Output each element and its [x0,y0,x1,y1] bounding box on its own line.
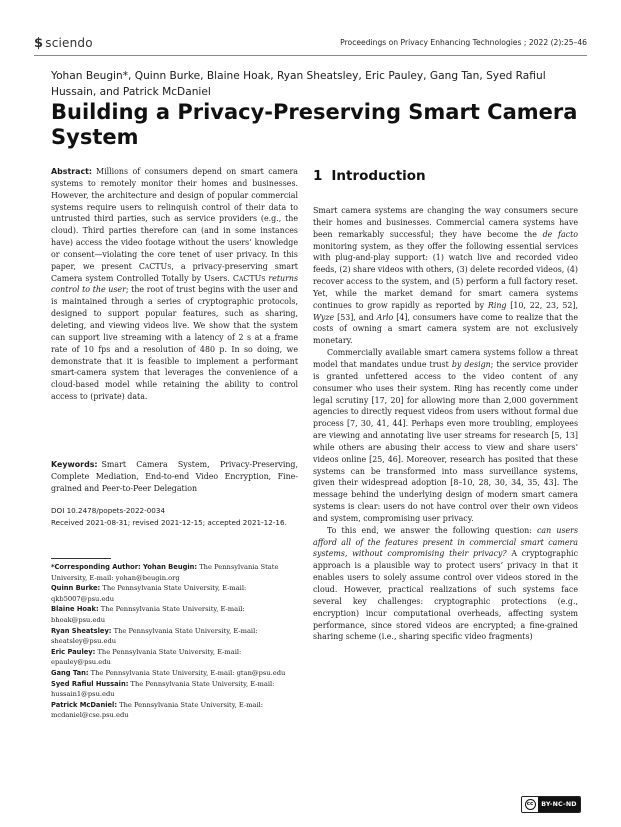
footnote-divider [51,558,111,559]
intro-paragraph-3 [313,525,578,643]
intro-paragraph-1 [313,205,578,347]
keywords [51,459,298,495]
abstract-text-1: Millions of consumers depend on smart camera systems to remotely monitor their homes and businesses. However, the architecture and design of popular commercial systems require users to relinquish control of their data to untrusted third parties, such as service providers (e.g., the cloud). Third parties therefore can (and in some instances have) access the video footage without the users’ knowledge or consent—violating the core tenet of user privacy. In this paper, we present [51,167,298,271]
abstract [51,166,298,403]
section-heading-introduction [313,168,426,184]
body-text: A cryptographic approach is a plausible way to protect users’ privacy in that it enables users to solely assume control over videos stored in the cloud. However, practical realizations of such systems face several key challenges: cryptographic protections (e.g., encryption) incur computational overheads, affecting system performance, since stored videos are encrypted; a fine-grained sharing scheme (i.e., sharing specific video fragments) [313,549,578,642]
research-question: can users afford all of the features present in commercial smart camera systems, without compromising their privacy? [313,525,578,559]
footnote-affiliation: The Pennsylvania State University, E-mail: yohan@beugin.org [51,563,279,582]
page-header [34,36,587,52]
body-text: [4], consumers have come to realize that the costs of owning a smart camera system are not exclusively monetary. [313,312,578,346]
journal-citation: Proceedings on Privacy Enhancing Technologies ; 2022 (2):25–46 [340,38,587,47]
doi-block [51,505,298,528]
body-text: monitoring system, as they offer the following essential services with plug-and-play support: (1) watch live and recorded video feeds, (2) share videos with others, (3) delete recorded videos, (4) recover access to the system, and (5) perform a full factory reset. Yet, while the market demand for smart camera systems continues to grow rapidly as reported by [313,241,578,310]
footnote-item [51,583,298,604]
citation: [53], and [334,312,377,322]
abstract-text-3: ; the root of trust begins with the user and is maintained through a series of cryptographic protocols, designed to support popular features, such as sharing, deleting, and viewing videos live. We show that the system can support live streaming with a latency of 2 s at a frame rate of 10 fps and a resolution of 480 p. In so doing, we demonstrate that it is feasible to implement a performant smart-camera system that leverages the convenience of a cloud-based model while retaining the ability to control access to (private) data. [51,285,298,402]
body-text: Commercially available smart camera systems follow a threat model that mandates undue trust [313,348,578,369]
doi-link[interactable]: DOI 10.2478/popets-2022-0034 [51,506,166,515]
footnote-item [51,562,298,583]
creative-commons-icon [522,797,538,812]
footnote-item [51,679,298,700]
license-type: BY-NC-ND [538,797,580,812]
keywords-text: Smart Camera System, Privacy-Preserving, Complete Mediation, End-to-end Video Encryption, Fine-grained and Peer-to-Peer Delegation [51,460,298,493]
footnote-author: Ryan Sheatsley: [51,626,112,635]
intro-paragraph-2 [313,347,578,525]
body-text: ; the service provider is granted unfettered access to the video content of any consumer who uses their system. Ring has recently come under legal scrutiny [17, 20] for allowing more than 2,000 government agencies to directly request videos from users without formal due process [7, 30, 41, 44]. Perhaps even more troubling, employees are viewing and annotating live user streams for research [5, 13] while others are abusing their access to view and share users’ videos online [25, 46]. Moreover, research has posited that these systems can be transformed into mass surveillance systems, given their widespread adoption [8–10, 28, 30, 34, 35, 43]. The message behind the underlying design of modern smart camera systems is clear: users do not have control over their own videos and system, compromising user privacy. [313,359,578,523]
footnote-affiliation: The Pennsylvania State University, E-mail: gtan@psu.edu [88,668,286,677]
footnote-author: Eric Pauley: [51,647,96,656]
emphasis: de facto [542,229,578,239]
paper-title: Building a Privacy-Preserving Smart Camera System [51,100,578,149]
cc-license-badge[interactable] [521,796,581,813]
body-text: Smart camera systems are changing the way consumers secure their homes and businesses. Commercial camera systems have been remarkably successful; they have become the [313,206,578,239]
footnote-item [51,668,298,679]
footnote-item [51,700,298,721]
footnote-affiliation: The Pennsylvania State University, E-mail: bhoak@psu.edu [51,605,245,624]
abstract-emphasis: returns control to the user [51,273,298,295]
footnote-affiliation: The Pennsylvania State University, E-mail: sheatsley@psu.edu [51,626,258,646]
received-dates: Received 2021-08-31; revised 2021-12-15; accepted 2021-12-16. [51,517,287,527]
publisher-logo [34,36,93,51]
keywords-label: Keywords: [51,460,98,469]
footnote-author: Patrick McDaniel: [51,700,117,709]
footnote-item [51,604,298,625]
header-divider [34,55,587,56]
cc-logo: cc [525,799,536,810]
footnote-author: Blaine Hoak: [51,605,99,614]
footnote-author: Gang Tan: [51,668,89,677]
system-name: CaCTUs [138,261,172,271]
footnote-affiliation: The Pennsylvania State University, E-mail: epauley@psu.edu [51,647,242,667]
system-name: CaCTUs [232,273,266,283]
citation: [10, 22, 23, 52], [506,300,578,310]
brand-name: Wyze [313,312,335,322]
footnote-affiliation: The Pennsylvania State University, E-mail: qkb5007@psu.edu [51,584,247,603]
footnote-item [51,626,298,647]
publisher-name: sciendo [45,36,93,50]
author-list: Yohan Beugin*, Quinn Burke, Blaine Hoak, Ryan Sheatsley, Eric Pauley, Gang Tan, Syed Rafiul Hussain, and Patrick McDaniel [51,70,546,98]
footnote-affiliation: The Pennsylvania State University, E-mail: hussain1@psu.edu [51,679,275,699]
footnote-affiliation: The Pennsylvania State University, E-mail: mcdaniel@cse.psu.edu [51,700,263,720]
abstract-text-2: , a privacy-preserving smart Camera system Controlled Totally by Users. [51,261,298,283]
footnote-author: Syed Rafiul Hussain: [51,679,129,688]
brand-name: Ring [487,300,507,310]
author-footnotes [51,562,298,721]
brand-name: Arlo [376,312,394,322]
introduction-body [313,205,578,643]
section-number: 1 [313,168,323,184]
body-text: To this end, we answer the following question: [327,525,538,535]
sciendo-logo-icon: $ [34,36,44,51]
footnote-author: *Corresponding Author: Yohan Beugin: [51,563,198,571]
section-title: Introduction [331,168,426,184]
footnote-author: Quinn Burke: [51,584,101,593]
footnote-item [51,647,298,668]
emphasis: by design [451,359,491,369]
abstract-label: Abstract: [51,167,93,176]
